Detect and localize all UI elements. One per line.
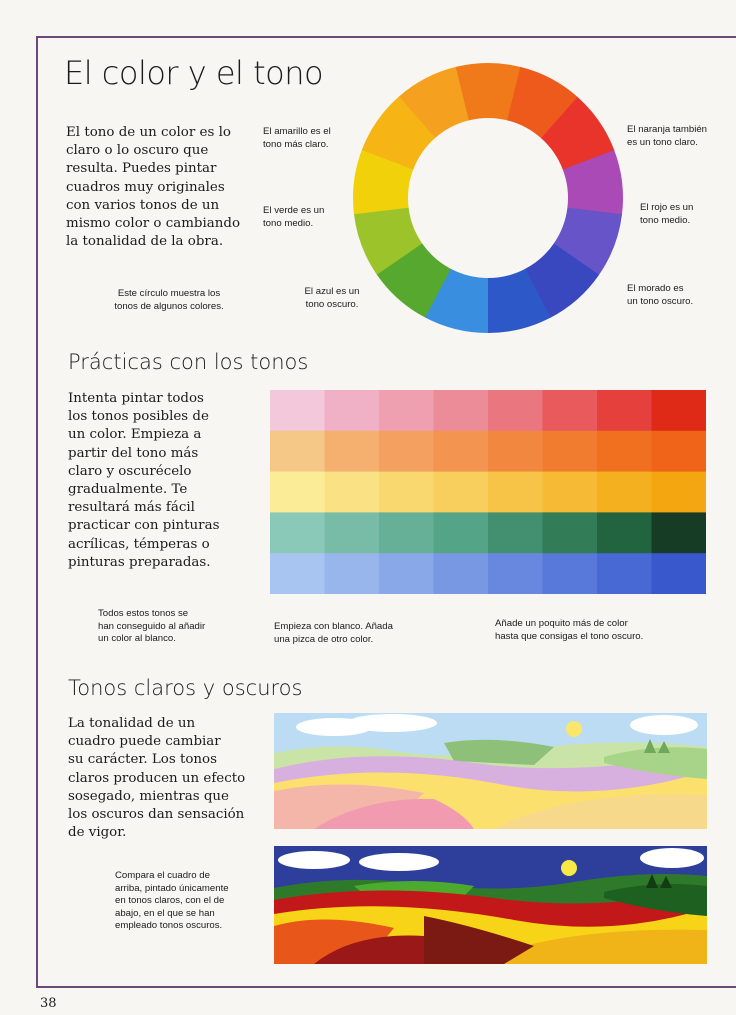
section-title-tonos-claros: Tonos claros y oscuros (68, 676, 303, 700)
tone-swatch (325, 472, 380, 513)
tone-swatch (379, 431, 434, 472)
tone-swatch (488, 431, 543, 472)
tone-swatch (543, 390, 598, 431)
tone-swatch (270, 553, 325, 594)
tone-swatch (597, 390, 652, 431)
caption-swatches-left: Todos estos tonos se han conseguido al añadir un color al blanco. (98, 608, 206, 645)
caption-swatches-right: Añade un poquito más de color hasta que consigas el tono oscuro. (495, 618, 644, 642)
tone-swatch (597, 512, 652, 553)
tone-swatch (543, 472, 598, 513)
tone-swatch (597, 553, 652, 594)
tone-swatch (325, 512, 380, 553)
tone-swatch (270, 390, 325, 431)
intro-text-color: El tono de un color es lo claro o lo oscuro que resulta. Puedes pintar cuadros muy originales con varios tonos de un mismo color o cambiando la tonalidad de la obra. (66, 125, 241, 250)
tone-swatch (325, 431, 380, 472)
tone-swatch (652, 431, 707, 472)
tone-swatch (379, 553, 434, 594)
tone-swatch (434, 553, 489, 594)
label-naranja: El naranja también es un tono claro. (627, 124, 707, 148)
caption-swatches-mid: Empieza con blanco. Añada una pizca de otro color. (274, 621, 393, 645)
tone-swatch (379, 512, 434, 553)
tone-swatch (434, 431, 489, 472)
tone-swatch (379, 390, 434, 431)
tone-swatch (652, 472, 707, 513)
tone-swatch (488, 472, 543, 513)
color-wheel (348, 58, 628, 338)
label-rojo: El rojo es un tono medio. (640, 202, 694, 226)
tone-swatch (488, 390, 543, 431)
tone-swatch (379, 472, 434, 513)
caption-circle: Este círculo muestra los tonos de algunos colores. (114, 288, 224, 312)
label-morado: El morado es un tono oscuro. (627, 283, 694, 307)
label-azul: El azul es un tono oscuro. (304, 286, 360, 310)
landscape-dark-painting (274, 846, 707, 964)
tone-swatch (597, 431, 652, 472)
tone-swatch (543, 512, 598, 553)
section-title-practicas: Prácticas con los tonos (68, 350, 309, 374)
tone-swatch (434, 472, 489, 513)
tone-swatch (597, 472, 652, 513)
intro-text-practicas: Intenta pintar todos los tonos posibles de un color. Empieza a partir del tono más claro y oscurécelo gradualmente. Te resultará más fácil practicar con pinturas acrílicas, témperas o pinturas preparadas. (68, 391, 220, 570)
section-title-color-tono: El color y el tono (64, 54, 324, 92)
caption-paintings: Compara el cuadro de arriba, pintado únicamente en tonos claros, con el de abajo, en el que se han empleado tonos oscuros. (115, 870, 229, 932)
tone-swatch (270, 512, 325, 553)
landscape-light-painting (274, 713, 707, 829)
tone-swatch (488, 553, 543, 594)
tone-swatch (652, 553, 707, 594)
tone-swatch (434, 512, 489, 553)
tone-swatch (325, 553, 380, 594)
intro-text-tonos-claros: La tonalidad de un cuadro puede cambiar su carácter. Los tonos claros producen un efecto sosegado, mientras que los oscuros dan sensación de vigor. (68, 716, 246, 841)
tone-swatch (543, 431, 598, 472)
page-number: 38 (40, 996, 57, 1011)
tone-swatch (543, 553, 598, 594)
tone-swatch (270, 431, 325, 472)
tone-swatch (270, 472, 325, 513)
tone-swatch (325, 390, 380, 431)
label-amarillo: El amarillo es el tono más claro. (263, 126, 331, 150)
tone-swatch (652, 390, 707, 431)
tone-swatch (434, 390, 489, 431)
tone-swatch-grid (270, 390, 706, 594)
tone-swatch (488, 512, 543, 553)
label-verde: El verde es un tono medio. (263, 205, 325, 229)
tone-swatch (652, 512, 707, 553)
